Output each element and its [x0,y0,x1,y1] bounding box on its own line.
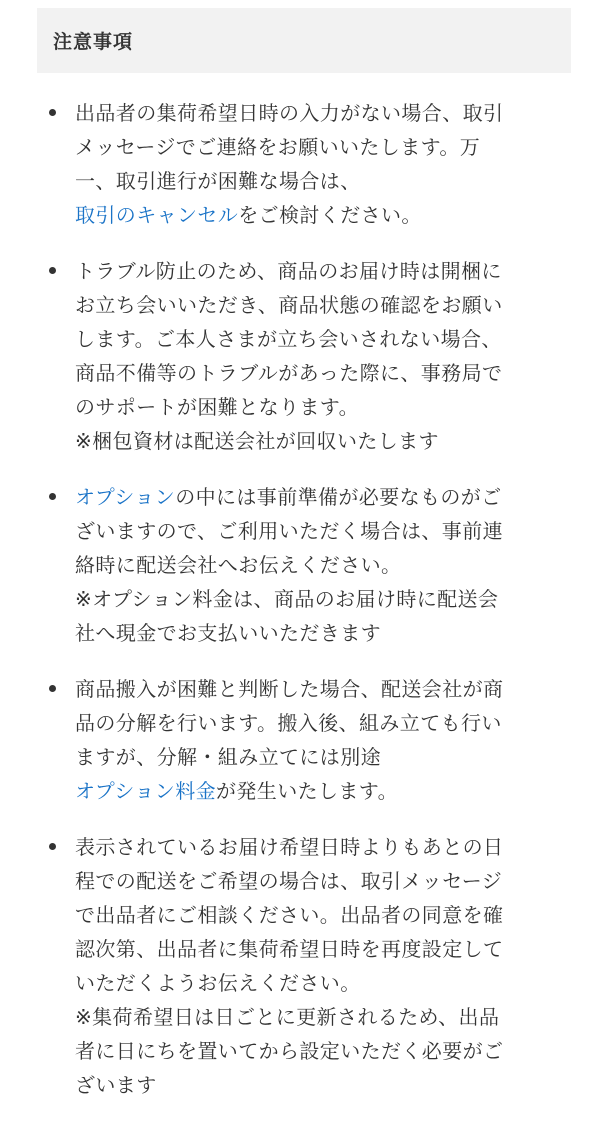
note-line: で出品者にご相談ください。出品者の同意を確 [75,903,504,927]
note-line: 出品者の集荷希望日時の入力がない場合、取引 [75,101,504,125]
bullet-icon [49,267,56,274]
bullet-icon [49,685,56,692]
note-line: メッセージでご連絡をお願いいたします。万 [75,135,481,159]
notes-list [37,96,571,1124]
bullet-icon [49,109,56,116]
cancel-transaction-link[interactable]: 取引のキャンセル [75,203,239,227]
notes-title: 注意事項 [53,31,134,53]
note-line: ますが、分解・組み立てには別途 [75,745,381,769]
note-line: 商品搬入が困難と判断した場合、配送会社が商 [75,677,504,701]
note-text: をご検討ください。 [238,203,422,227]
option-link[interactable]: オプション [75,485,176,509]
note-line: ざいますので、ご利用いただく場合は、事前連 [75,519,503,543]
note-line [75,774,571,808]
note-footnote: ※集荷希望日は日ごとに更新されるため、出品 [75,1005,500,1029]
note-line: 表示されているお届け希望日時よりもあとの日 [75,835,504,859]
note-text: が発生いたします。 [216,779,398,803]
note-line: 程での配送をご希望の場合は、取引メッセージ [75,869,503,893]
option-fee-link[interactable]: オプション料金 [75,779,216,803]
note-line: 商品不備等のトラブルがあった際に、事務局で [75,361,503,385]
note-line: 絡時に配送会社へお伝えください。 [75,553,402,577]
note-footnote: ※梱包資材は配送会社が回収いたします [75,429,439,453]
note-line: のサポートが困難となります。 [75,395,359,419]
note-footnote: ※オプション料金は、商品のお届け時に配送会 [75,587,499,611]
note-line: します。ご本人さまが立ち会いされない場合、 [75,327,502,351]
bullet-icon [49,843,56,850]
note-line: お立ち会いいただき、商品状態の確認をお願い [75,293,503,317]
note-footnote: 者に日にちを置いてから設定いただく必要がご [75,1039,504,1063]
note-line [75,198,571,232]
note-item [37,830,571,1102]
note-item [37,254,571,458]
note-item [37,480,571,650]
bullet-icon [49,493,56,500]
note-footnote: ざいます [75,1073,157,1097]
note-text: の中には事前準備が必要なものがご [175,485,502,509]
note-line [75,480,571,514]
note-item [37,96,571,232]
notes-header [37,8,571,73]
note-line: 品の分解を行います。搬入後、組み立ても行い [75,711,502,735]
note-line: いただくようお伝えください。 [75,971,361,995]
note-line: トラブル防止のため、商品のお届け時は開梱に [75,259,502,283]
note-footnote: 社へ現金でお支払いいただきます [75,621,381,645]
note-line: 一、取引進行が困難な場合は、 [75,169,361,193]
note-item [37,672,571,808]
note-line: 認次第、出品者に集荷希望日時を再度設定して [75,937,504,961]
